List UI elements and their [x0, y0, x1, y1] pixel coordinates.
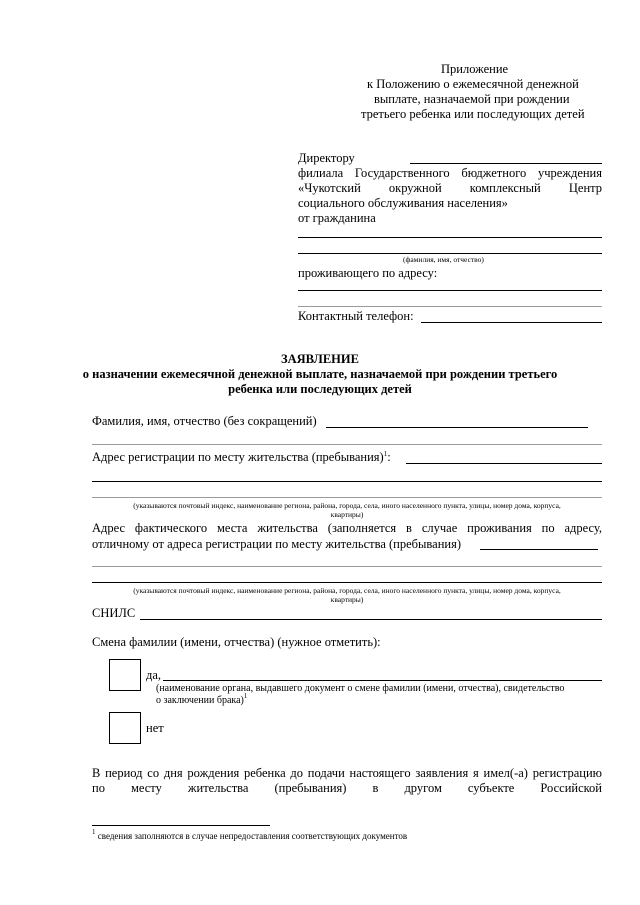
name-change-no-label: нет	[146, 721, 164, 735]
addressee-line-4: социального обслуживания населения»	[298, 196, 508, 210]
fact-address-line-1[interactable]	[480, 549, 598, 550]
period-text-1: В период со дня рождения ребенка до подачи настоящего заявления я имел(-а) регистрацию	[92, 766, 602, 780]
name-change-hint-2: о заключении брака)$^1$	[156, 692, 248, 706]
fact-address-hint-1: (указываются почтовый индекс, наименование региона, района, города, села, иного населенного пункта, улицы, номер дома, корпуса,	[133, 586, 561, 595]
reg-address-guide-line	[92, 497, 602, 498]
addressee-line-3: «Чукотский окружной комплексный Центр	[298, 181, 602, 195]
applicant-fio-line-1[interactable]	[298, 237, 602, 238]
fact-address-hint-2: квартиры)	[330, 595, 364, 604]
director-name-line[interactable]	[410, 163, 602, 164]
appendix-line-1: Приложение	[441, 62, 509, 76]
reg-address-hint-1: (указываются почтовый индекс, наименование региона, района, города, села, иного населенного пункта, улицы, номер дома, корпуса,	[133, 501, 561, 510]
name-change-hint-1: (наименование органа, выдавшего документ о смене фамилии (имени, отчества), свидетельство	[156, 683, 565, 694]
name-change-authority-line[interactable]	[163, 680, 602, 681]
appendix-line-3: выплате, назначаемой при рождении	[374, 92, 570, 106]
reg-address-hint-2: квартиры)	[330, 510, 364, 519]
snils-line[interactable]	[140, 619, 602, 620]
fio-guide-line	[92, 444, 602, 445]
footnote-ref: 1	[383, 450, 388, 458]
name-change-no-checkbox[interactable]	[109, 712, 141, 744]
name-change-yes-checkbox[interactable]	[109, 659, 141, 691]
residing-label: проживающего по адресу:	[298, 266, 438, 280]
reg-address-line-1[interactable]	[406, 463, 602, 464]
name-change-yes-label: да,	[146, 668, 162, 682]
reg-address-line-2[interactable]	[92, 481, 602, 482]
appendix-line-2: к Положению о ежемесячной денежной	[367, 77, 579, 91]
reg-address-label: Адрес регистрации по месту жительства (пребывания)$^1$:	[92, 450, 391, 464]
fio-label: Фамилия, имя, отчество (без сокращений)	[92, 414, 317, 428]
fact-address-label-1: Адрес фактического места жительства (заполняется в случае проживания по адресу,	[92, 521, 602, 535]
fio-line[interactable]	[326, 427, 588, 428]
fact-address-guide-line	[92, 566, 602, 567]
applicant-fio-line-2[interactable]	[298, 253, 602, 254]
phone-label: Контактный телефон:	[298, 309, 414, 323]
phone-line[interactable]	[421, 322, 602, 323]
document-subtitle-2: ребенка или последующих детей	[228, 382, 412, 396]
applicant-address-line[interactable]	[298, 290, 602, 291]
fact-address-label-2: отличному от адреса регистрации по месту жительства (пребывания)	[92, 537, 462, 551]
name-change-label: Смена фамилии (имени, отчества) (нужное отметить):	[92, 635, 381, 649]
footnote-ref: 1	[243, 692, 248, 700]
document-subtitle-1: о назначении ежемесячной денежной выплате, назначаемой при рождении третьего	[82, 367, 558, 381]
addressee-line-5: от гражданина	[298, 211, 376, 225]
period-text-2: по месту жительства (пребывания) в другом субъекте Российской	[92, 781, 602, 795]
snils-label: СНИЛС	[92, 606, 136, 620]
addressee-director: Директору	[298, 151, 355, 165]
address-guide-line	[298, 306, 602, 307]
document-title: ЗАЯВЛЕНИЕ	[281, 352, 359, 366]
appendix-line-4: третьего ребенка или последующих детей	[361, 107, 585, 121]
fio-hint: (фамилия, имя, отчество)	[403, 255, 484, 264]
footnote	[92, 828, 408, 842]
addressee-line-2: филиала Государственного бюджетного учреждения	[298, 166, 602, 180]
footnote-mark: 1	[92, 828, 96, 836]
fact-address-line-2[interactable]	[92, 582, 602, 583]
footnote-separator	[92, 825, 270, 826]
footnote-text: сведения заполняются в случае непредоставления соответствующих документов	[97, 831, 408, 841]
